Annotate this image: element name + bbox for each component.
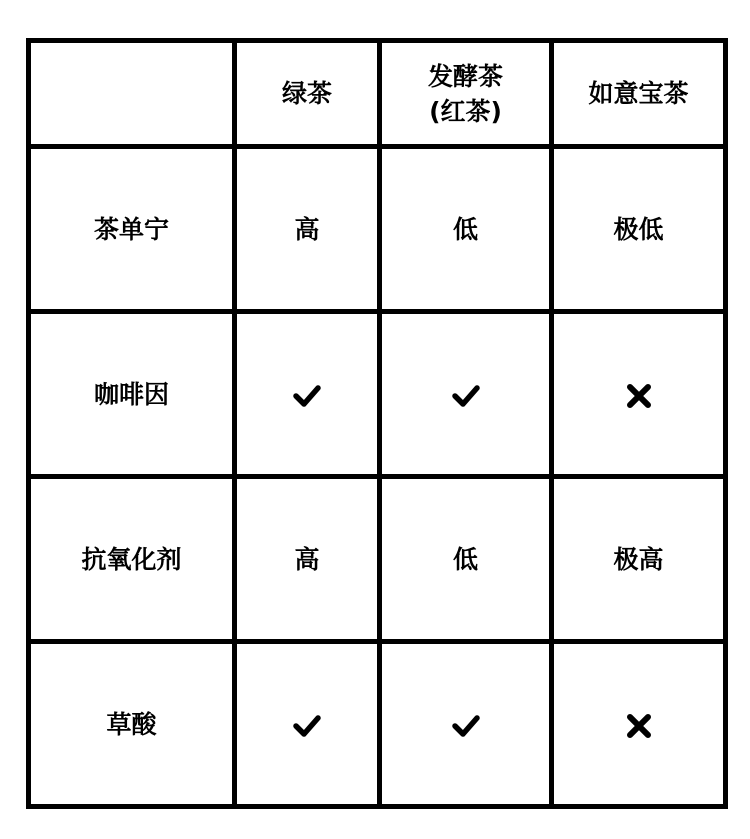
header-label: 如意宝茶 [588, 79, 689, 108]
header-ruyibao-tea [552, 41, 726, 147]
header-label: 发酵茶 [427, 61, 503, 91]
corner-cell [29, 41, 235, 147]
value-cell [235, 147, 380, 312]
value-cell [235, 642, 380, 807]
value-cell [380, 477, 552, 642]
table-row [29, 642, 726, 807]
cell-value: 高 [294, 544, 320, 574]
value-cell [380, 642, 552, 807]
row-label: 茶单宁 [29, 147, 235, 312]
check-icon [291, 380, 323, 412]
cross-icon [623, 710, 655, 742]
value-cell [380, 147, 552, 312]
value-cell [552, 312, 726, 477]
header-row [29, 41, 726, 147]
value-cell [235, 477, 380, 642]
table-row [29, 312, 726, 477]
header-label: 绿茶 [281, 79, 332, 108]
value-cell [552, 642, 726, 807]
table-row [29, 147, 726, 312]
cell-value: 极高 [613, 544, 664, 574]
check-icon [450, 710, 482, 742]
header-green-tea [235, 41, 380, 147]
check-icon [450, 380, 482, 412]
value-cell [552, 147, 726, 312]
value-cell [552, 477, 726, 642]
cell-value: 极低 [613, 214, 664, 244]
header-sublabel: (红茶) [429, 96, 502, 126]
row-label: 咖啡因 [29, 312, 235, 477]
value-cell [380, 312, 552, 477]
header-fermented-tea [380, 41, 552, 147]
tea-comparison-table [26, 38, 728, 809]
cross-icon [623, 380, 655, 412]
check-icon [291, 710, 323, 742]
cell-value: 低 [452, 544, 478, 574]
value-cell [235, 312, 380, 477]
cell-value: 高 [294, 214, 320, 244]
row-label: 抗氧化剂 [29, 477, 235, 642]
cell-value: 低 [452, 214, 478, 244]
table-row [29, 477, 726, 642]
row-label: 草酸 [29, 642, 235, 807]
